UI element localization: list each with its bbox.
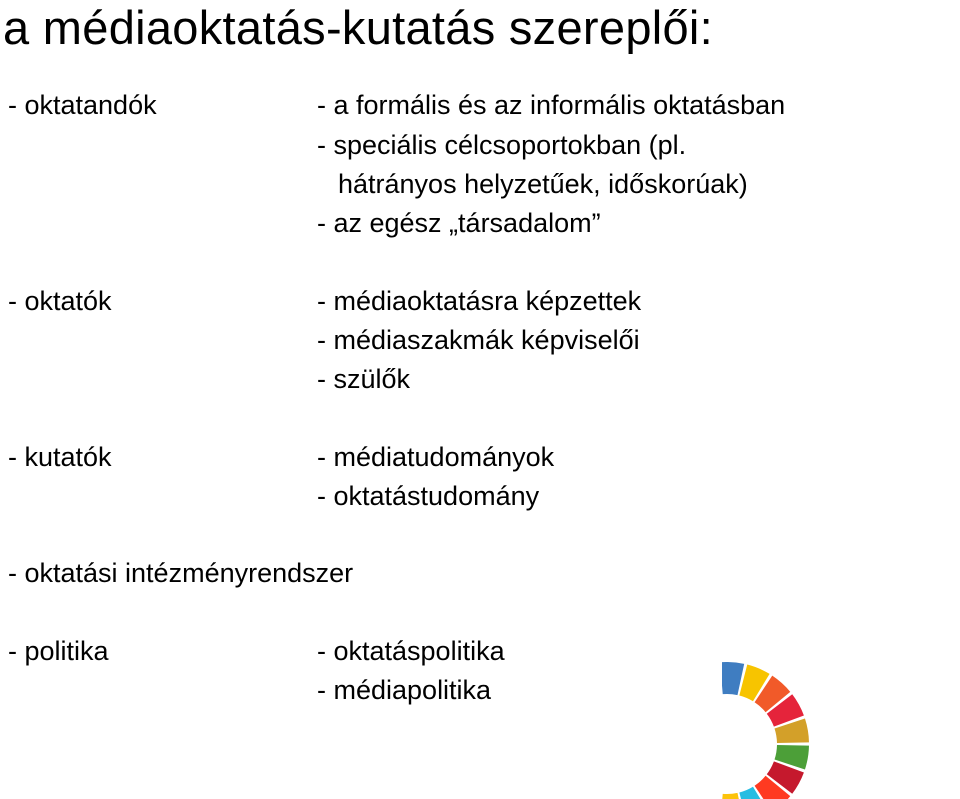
list-item: - speciális célcsoportokban (pl.: [317, 130, 687, 160]
sdg-wheel-icon: [722, 662, 832, 799]
list-item: - az egész „társadalom”: [317, 208, 601, 238]
group-label-politika: - politika: [8, 636, 109, 666]
group-label-oktatandok: - oktatandók: [8, 90, 157, 120]
group-label-oktatok: - oktatók: [8, 286, 112, 316]
list-item: - médiaszakmák képviselői: [317, 325, 640, 355]
page-title: a médiaoktatás-kutatás szereplői:: [3, 1, 714, 54]
list-item: - oktatástudomány: [317, 481, 540, 511]
group-label-intezmenyrendszer: - oktatási intézményrendszer: [8, 558, 354, 588]
list-item: - oktatáspolitika: [317, 636, 505, 666]
list-item: - szülők: [317, 364, 411, 394]
group-label-kutatok: - kutatók: [8, 442, 112, 472]
list-item: - a formális és az informális oktatásban: [317, 90, 786, 120]
list-item: hátrányos helyzetűek, időskorúak): [338, 169, 748, 199]
list-item: - médiapolitika: [317, 675, 492, 705]
list-item: - médiaoktatásra képzettek: [317, 286, 642, 316]
list-item: - médiatudományok: [317, 442, 555, 472]
